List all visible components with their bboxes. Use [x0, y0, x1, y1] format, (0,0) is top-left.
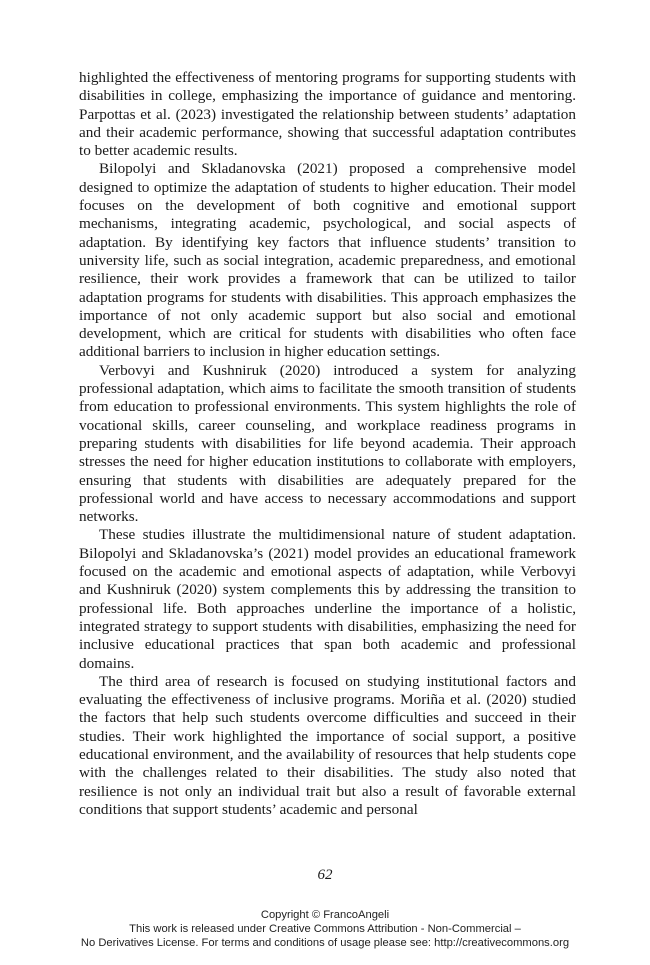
copyright-line: Copyright © FrancoAngeli — [260, 909, 390, 921]
paragraph-3: Verbovyi and Kushniruk (2020) introduced a system for analyzing professional adaptation, which aims to facilitate the smooth transition of students from education to professional environments. This system highlights the role of vocational skills, career counseling, and workplace readiness programs in preparing students with disabilities for life beyond academia. Their approach stresses the need for higher education institutions to collaborate with employers, ensuring that students with disabilities are adequately prepared for the professional world and have access to necessary accommodations and support networks. — [79, 361, 576, 526]
paragraph-2: Bilopolyi and Skladanovska (2021) proposed a comprehensive model designed to optimize the adaptation of students to higher education. Their model focuses on the development of both cognitive and emotional support mechanisms, integrating academic, psychological, and social aspects of adaptation. By identifying key factors that influence students’ transition to university life, such as social integration, academic preparedness, and emotional resilience, their work provides a framework that can be utilized to tailor adaptation programs for students with disabilities. This approach emphasizes the importance of not only academic support but also social and emotional development, which are critical for students with disabilities who often face additional barriers to inclusion in higher education settings. — [79, 160, 576, 361]
license-line-1: This work is released under Creative Commons Attribution - Non-Commercial – — [129, 923, 521, 936]
main-text — [79, 69, 576, 819]
paragraph-5: The third area of research is focused on studying institutional factors and evaluating the effectiveness of inclusive programs. Moriña et al. (2020) studied the factors that help such students overcome difficulties and succeed in their studies. Their work highlighted the importance of social support, a positive educational environment, and the availability of resources that help students cope with the challenges related to their disabilities. The study also noted that resilience is not only an individual trait but also a result of favorable external conditions that support students’ academic and personal — [79, 672, 576, 818]
paragraph-4: These studies illustrate the multidimensional nature of student adaptation. Bilopolyi and Skladanovska’s (2021) model provides an educational framework focused on the academic and emotional aspects of adaptation, while Verbovyi and Kushniruk (2020) system complements this by addressing the transition to professional life. Both approaches underline the importance of a holistic, integrated strategy to support students with disabilities, emphasizing the need for inclusive educational practices that span both academic and professional domains. — [79, 526, 576, 672]
license-line-2: No Derivatives License. For terms and conditions of usage please see: http://creativecommons.org — [80, 937, 570, 950]
license-footer — [0, 908, 650, 951]
paragraph-1: highlighted the effectiveness of mentoring programs for supporting students with disabilities in college, emphasizing the importance of guidance and mentoring. Parpottas et al. (2023) investigated the relationship between students’ adaptation and their academic performance, showing that successful adaptation contributes to better academic results. — [79, 69, 576, 160]
page-number: 62 — [317, 867, 333, 883]
